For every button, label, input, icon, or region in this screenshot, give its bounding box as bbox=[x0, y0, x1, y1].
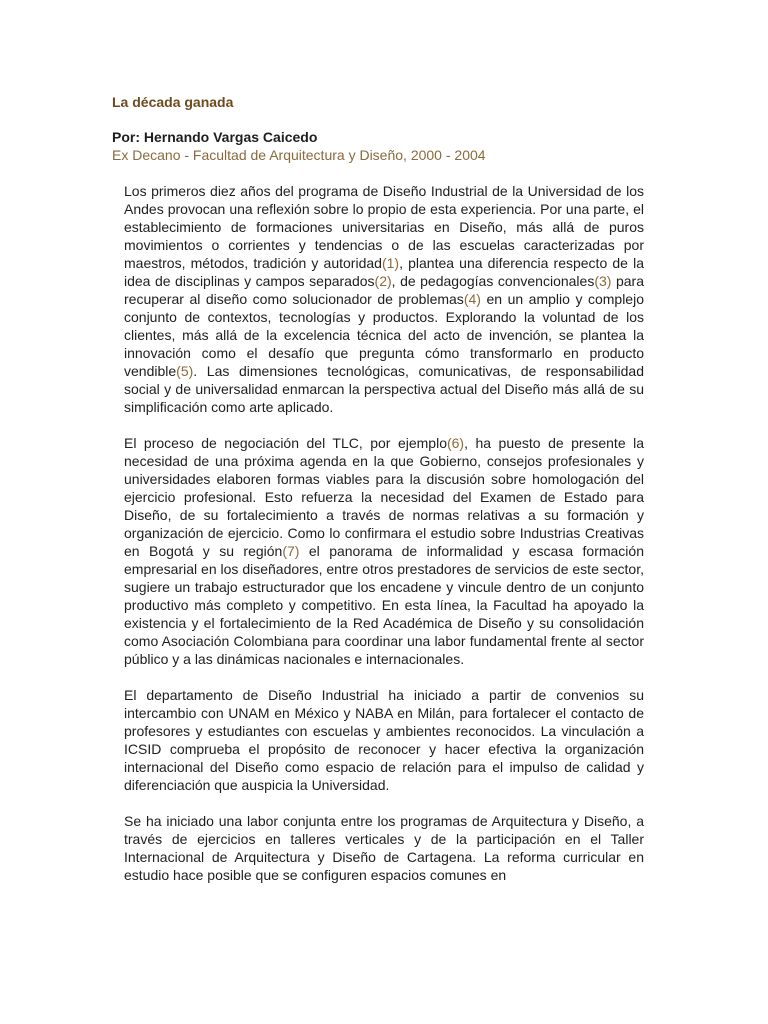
paragraph-text: Los primeros diez años del programa de Diseño Industrial de la Universidad de los Andes provocan una reflexión sobre lo propio de esta experiencia. Por una parte, el establecimiento de formaciones universitarias en Diseño, más allá de puros movimientos o corrientes y tendencias o de las escuelas caracterizadas por maestros, métodos, tradición y autoridad bbox=[124, 183, 644, 271]
paragraph-text: para recuperar al diseño como solucionador de problemas bbox=[124, 273, 644, 307]
paragraph-2 bbox=[124, 434, 644, 668]
footnote-ref-6[interactable]: (6) bbox=[446, 435, 465, 451]
footnote-ref-5[interactable]: (5) bbox=[176, 363, 194, 379]
paragraph-text: en un amplio y complejo conjunto de contextos, tecnologías y productos. Explorando la voluntad de los clientes, más allá de la excelencia técnica del acto de invención, se plantea la innovación como el desafío que pregunta cómo transformarlo en producto vendible bbox=[124, 291, 644, 379]
footnote-ref-4[interactable]: (4) bbox=[463, 291, 481, 307]
paragraph-text: , de pedagogías convencionales bbox=[391, 273, 595, 289]
paragraph-text: el panorama de informalidad y escasa formación empresarial en los diseñadores, entre otros prestadores de servicios de este sector, sugiere un trabajo estructurador que los encadene y vincule dentro de un conjunto productivo más completo y competitivo. En esta línea, la Facultad ha apoyado la existencia y el fortalecimiento de la Red Académica de Diseño y su consolidación como Asociación Colombiana para coordinar una labor fundamental frente al sector público y a las dinámicas nacionales e internacionales. bbox=[124, 543, 644, 667]
paragraph-4: Se ha iniciado una labor conjunta entre los programas de Arquitectura y Diseño, a través de ejercicios en talleres verticales y de la participación en el Taller Internacional de Arquitectura y Diseño de Cartagena. La reforma curricular en estudio hace posible que se configuren espacios comunes en bbox=[124, 813, 644, 883]
author-line: Por: Hernando Vargas Caicedo bbox=[112, 129, 318, 145]
paragraph-3: El departamento de Diseño Industrial ha iniciado a partir de convenios su intercambio con UNAM en México y NABA en Milán, para fortalecer el contacto de profesores y estudiantes con escuelas y ambientes reconocidos. La vinculación a ICSID comprueba el propósito de reconocer y hacer efectiva la organización internacional del Diseño como espacio de relación para el impulso de calidad y diferenciación que auspicia la Universidad. bbox=[124, 687, 644, 793]
paragraph-1 bbox=[124, 182, 644, 416]
footnote-ref-3[interactable]: (3) bbox=[594, 273, 612, 289]
document-title: La década ganada bbox=[112, 94, 234, 110]
author-affiliation: Ex Decano - Facultad de Arquitectura y Diseño, 2000 - 2004 bbox=[112, 147, 486, 163]
article-body bbox=[124, 182, 644, 902]
footnote-ref-2[interactable]: (2) bbox=[374, 273, 392, 289]
paragraph-text: , ha puesto de presente la necesidad de una próxima agenda en la que Gobierno, consejos profesionales y universidades elaboren formas viables para la discusión sobre homologación del ejercicio profesional. Esto refuerza la necesidad del Examen de Estado para Diseño, de su fortalecimiento a través de normas relativas a su formación y organización de ejercicio. Como lo confirmara el estudio sobre Industrias Creativas en Bogotá y su región bbox=[124, 435, 644, 559]
paragraph-text: El proceso de negociación del TLC, por ejemplo bbox=[124, 435, 447, 451]
footnote-ref-7[interactable]: (7) bbox=[282, 543, 300, 559]
paragraph-text: . Las dimensiones tecnológicas, comunicativas, de responsabilidad social y de universalidad enmarcan la perspectiva actual del Diseño más allá de su simplificación como arte aplicado. bbox=[124, 363, 644, 415]
footnote-ref-1[interactable]: (1) bbox=[381, 255, 400, 271]
paragraph-text: , plantea una diferencia respecto de la idea de disciplinas y campos separados bbox=[124, 255, 644, 289]
